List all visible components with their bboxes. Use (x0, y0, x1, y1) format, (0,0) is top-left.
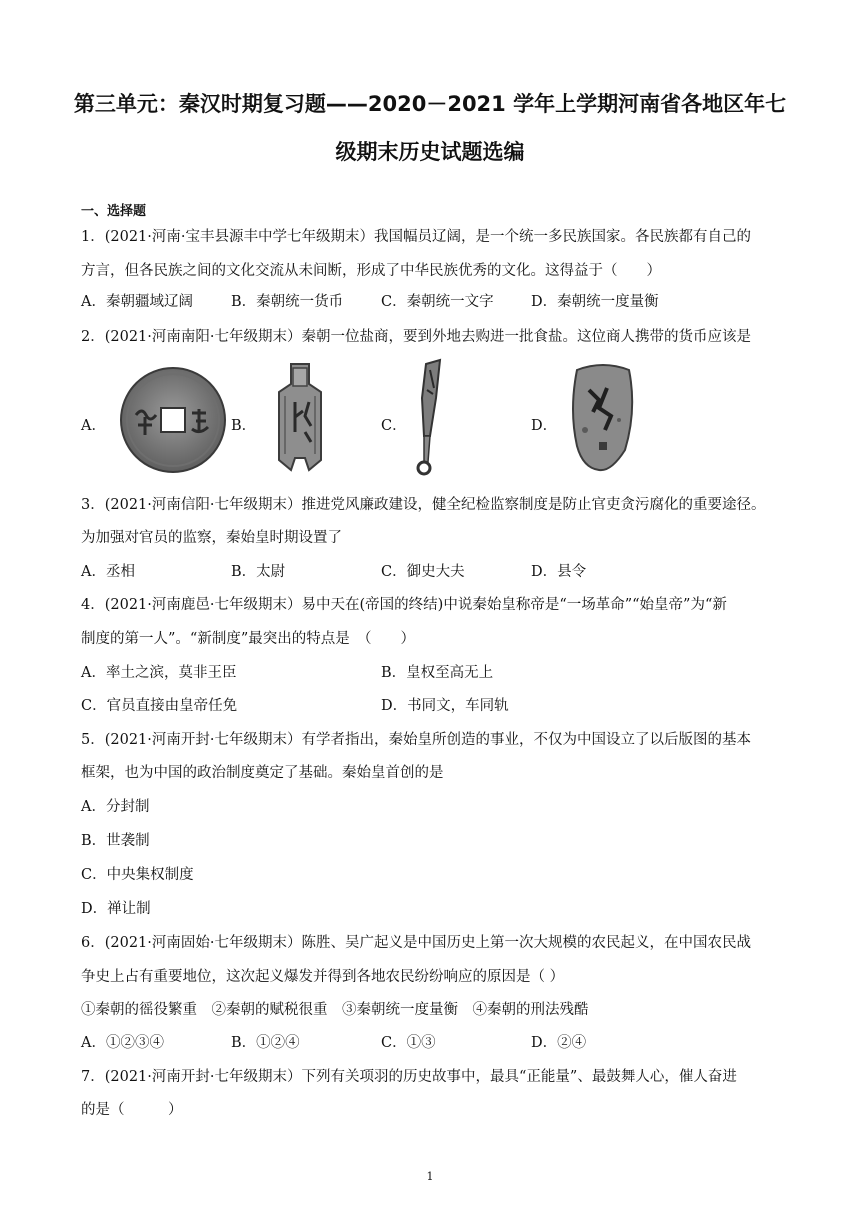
question-3-option-c: C．御史大夫 (381, 564, 465, 580)
question-4-text-line2: 制度的第一人”。“新制度”最突出的特点是 （ ） (81, 631, 415, 647)
question-1-option-a: A．秦朝疆域辽阔 (81, 294, 193, 310)
question-4-option-d: D．书同文，车同轨 (381, 698, 509, 714)
question-3-text-line1: 3．(2021·河南信阳·七年级期末）推进党风廉政建设，健全纪检监察制度是防止官吏贪污腐化的重要途径。 (81, 497, 766, 513)
question-1-text-line2: 方言，但各民族之间的文化交流从未间断，形成了中华民族优秀的文化。这得益于（ ） (81, 263, 661, 279)
question-7-text-line1: 7．(2021·河南开封·七年级期末）下列有关项羽的历史故事中，最具“正能量”、最鼓舞人心，催人奋进 (81, 1069, 737, 1085)
question-1-option-d: D．秦朝统一度量衡 (531, 294, 659, 310)
question-5-option-d: D．禅让制 (81, 901, 151, 917)
question-7-text-line2: 的是（ ） (81, 1102, 183, 1118)
ant-nose-coin-icon (563, 360, 643, 472)
question-6-option-c: C．①③ (381, 1035, 436, 1051)
question-5-option-a: A．分封制 (81, 799, 150, 815)
document-title-line2: 级期末历史试题选编 (335, 140, 525, 164)
question-4-option-b: B．皇权至高无上 (381, 665, 494, 681)
question-2-option-a: A． (81, 418, 106, 434)
question-5-text-line2: 框架，也为中国的政治制度奠定了基础。秦始皇首创的是 (81, 765, 444, 781)
question-2-text-line1: 2．(2021·河南南阳·七年级期末）秦朝一位盐商，要到外地去购进一批食盐。这位商人携带的货币应该是 (81, 329, 751, 345)
question-3-option-b: B．太尉 (231, 564, 286, 580)
section-heading: 一、选择题 (81, 204, 147, 219)
question-2-option-b: B． (231, 418, 257, 434)
question-2-option-c: C． (381, 418, 407, 434)
question-5-option-b: B．世袭制 (81, 833, 150, 849)
document-title-line1: 第三单元：秦汉时期复习题——2020－2021 学年上学期河南省各地区年七 (73, 92, 787, 116)
question-4-option-c: C．官员直接由皇帝任免 (81, 698, 238, 714)
question-6-statements: ①秦朝的徭役繁重 ②秦朝的赋税很重 ③秦朝统一度量衡 ④秦朝的刑法残酷 (81, 1002, 589, 1018)
round-coin-icon (118, 365, 228, 475)
knife-coin-icon (400, 358, 450, 476)
question-6-text-line2: 争史上占有重要地位，这次起义爆发并得到各地农民纷纷响应的原因是（ ） (81, 969, 565, 985)
question-5-option-c: C．中央集权制度 (81, 867, 194, 883)
question-1-text-line1: 1．(2021·河南·宝丰县源丰中学七年级期末）我国幅员辽阔，是一个统一多民族国家。各民族都有自己的 (81, 229, 751, 245)
question-1-option-b: B．秦朝统一货币 (231, 294, 344, 310)
question-6-text-line1: 6．(2021·河南固始·七年级期末）陈胜、吴广起义是中国历史上第一次大规模的农民起义，在中国农民战 (81, 935, 751, 951)
question-3-option-d: D．县令 (531, 564, 587, 580)
question-1-option-c: C．秦朝统一文字 (381, 294, 494, 310)
question-3-option-a: A．丞相 (81, 564, 135, 580)
question-4-text-line1: 4．(2021·河南鹿邑·七年级期末）易中天在(帝国的终结)中说秦始皇称帝是“一场革命”“始皇帝”为“新 (81, 597, 727, 613)
spade-coin-icon (265, 362, 335, 472)
question-6-option-a: A．①②③④ (81, 1035, 164, 1051)
page-number: 1 (426, 1170, 434, 1183)
question-6-option-b: B．①②④ (231, 1035, 300, 1051)
question-3-text-line2: 为加强对官员的监察，秦始皇时期设置了 (81, 530, 342, 546)
question-4-option-a: A．率土之滨，莫非王臣 (81, 665, 237, 681)
question-6-option-d: D．②④ (531, 1035, 587, 1051)
question-2-option-d: D． (531, 418, 558, 434)
question-5-text-line1: 5．(2021·河南开封·七年级期末）有学者指出，秦始皇所创造的事业，不仅为中国设立了以后版图的基本 (81, 732, 751, 748)
